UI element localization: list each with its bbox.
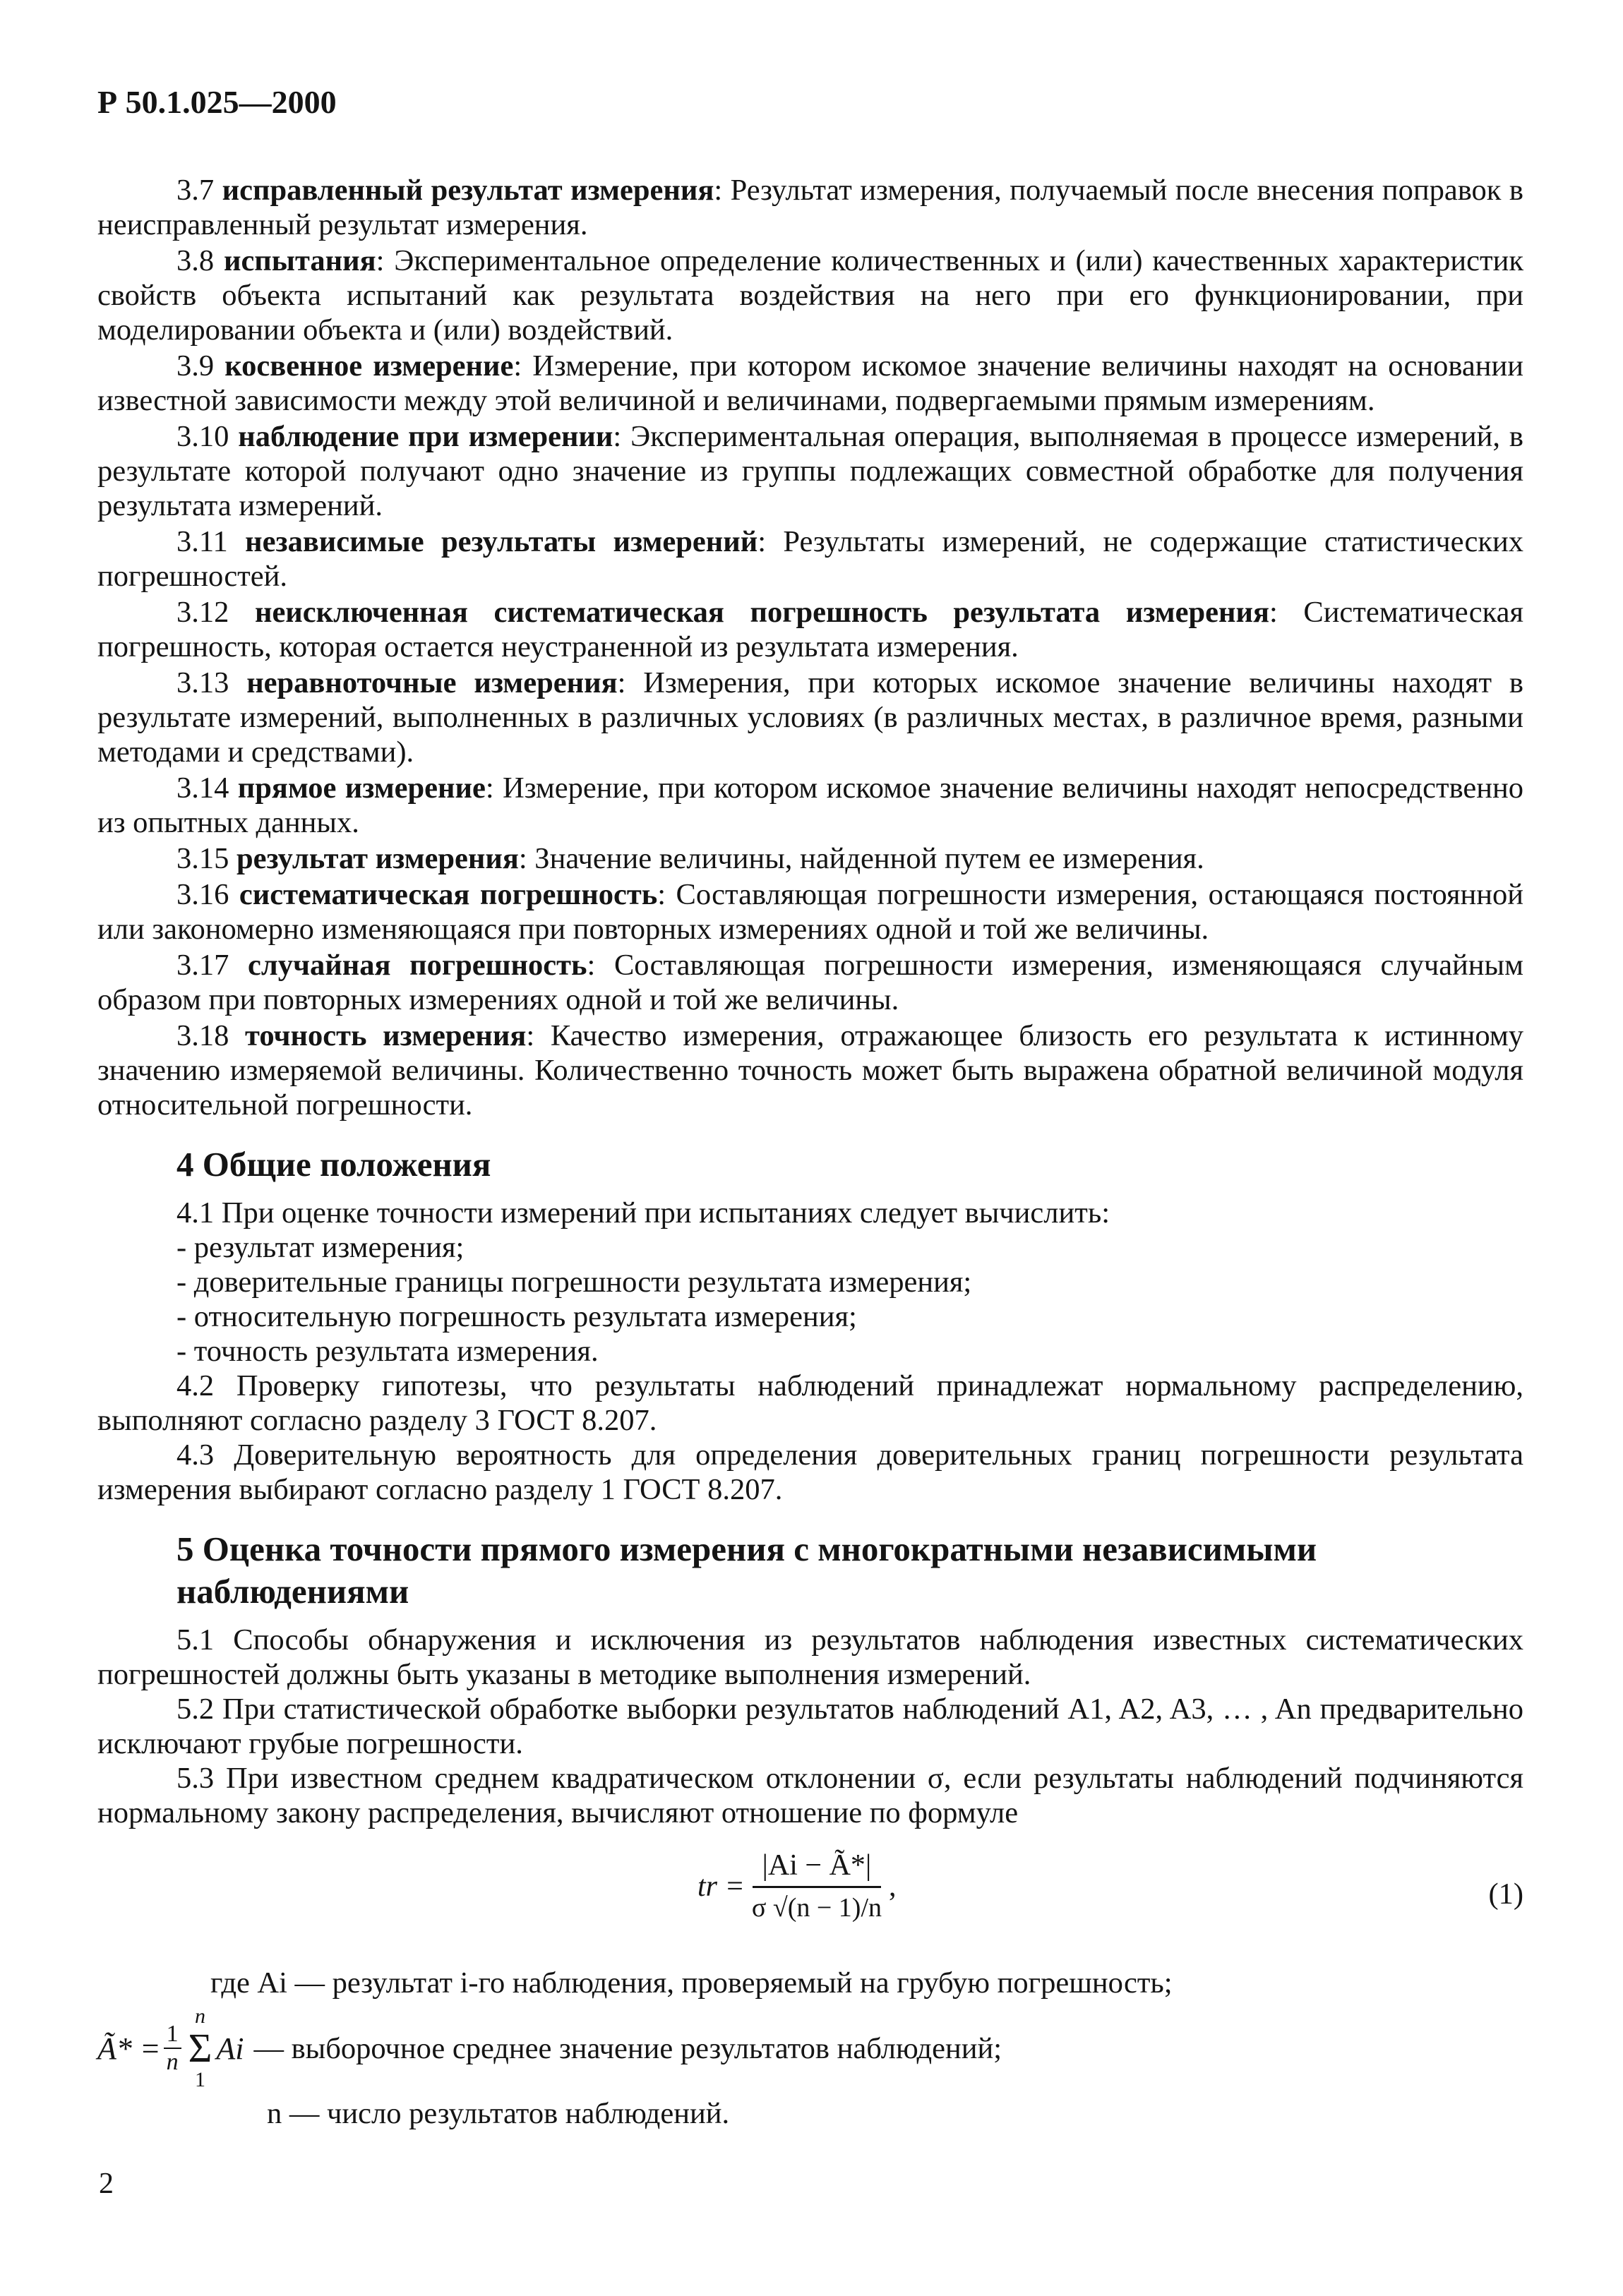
definition-3-12	[97, 595, 1523, 664]
paragraph-4-3: 4.3 Доверительную вероятность для определения доверительных границ погрешности результата измерения выбирают согласно разделу 1 ГОСТ 8.207.	[97, 1438, 1523, 1506]
sum-top: n	[194, 2005, 205, 2028]
definition-term: неравноточные измерения	[246, 666, 618, 699]
sum-operator	[188, 2005, 212, 2092]
bullet-item: - точность результата измерения.	[97, 1334, 1523, 1369]
definition-text: : Измерение, при котором искомое значение величины находят непосредственно из опытных данных.	[97, 771, 1524, 839]
definition-number: 3.10	[176, 420, 229, 453]
bullet-item: - относительную погрешность результата измерения;	[97, 1299, 1523, 1334]
definition-text: : Измерения, при которых искомое значение величины находят в результате измерений, выполненных в различных условиях (в различных местах, в различное время, разными методами и средствами).	[97, 666, 1523, 769]
definition-text: : Измерение, при котором искомое значение величины находят на основании известной зависимости между этой величиной и величинами, подвергаемыми прямым измерениям.	[97, 349, 1524, 417]
mean-fraction-num: 1	[164, 2021, 181, 2049]
definition-term: результат измерения	[236, 842, 519, 875]
mean-fraction	[164, 2021, 181, 2076]
paragraph-5-1: 5.1 Способы обнаружения и исключения из результатов наблюдения известных систематических погрешностей должны быть указаны в методике выполнения измерений.	[97, 1623, 1523, 1691]
paragraph-5-3: 5.3 При известном среднем квадратическом отклонении σ, если результаты наблюдений подчиняются нормальному закону распределения, вычисляют отношение по формуле	[97, 1762, 1523, 1829]
definition-3-18	[97, 1018, 1523, 1122]
definition-number: 3.8	[176, 244, 215, 277]
where-block	[97, 1966, 1523, 2131]
section-5-heading: 5 Оценка точности прямого измерения с многократными независимыми наблюдениями	[176, 1529, 1317, 1611]
definition-text: : Экспериментальная операция, выполняемая в процессе измерений, в результате которой получают одно значение из группы подлежащих совместной обработке для получения результата измерений.	[97, 420, 1524, 522]
paragraph-5-2: 5.2 При статистической обработке выборки результатов наблюдений A1, A2, A3, … , An предварительно исключают грубые погрешности.	[97, 1693, 1523, 1760]
definition-text: : Систематическая погрешность, которая остается неустраненной из результата измерения.	[97, 596, 1523, 663]
sum-variable: Ai	[216, 2031, 244, 2066]
definition-number: 3.9	[176, 349, 215, 383]
mean-description: — выборочное среднее значение результатов наблюдений;	[253, 2031, 1002, 2065]
definition-text: : Значение величины, найденной путем ее измерения.	[518, 842, 1204, 875]
definitions-list	[97, 173, 1523, 1122]
definition-number: 3.16	[176, 878, 229, 911]
where-row-1: где Ai — результат i-го наблюдения, проверяемый на грубую погрешность;	[210, 1966, 1173, 2000]
definition-text: : Результат измерения, получаемый после внесения поправок в неисправленный результат измерения.	[97, 174, 1523, 241]
definition-3-10	[97, 419, 1523, 523]
formula-1	[97, 1841, 1523, 1947]
definition-number: 3.17	[176, 949, 229, 982]
definition-3-15	[97, 841, 1523, 876]
definition-number: 3.14	[176, 771, 229, 805]
formula-expression	[697, 1849, 897, 1925]
definition-term: исправленный результат измерения	[222, 174, 714, 207]
document-header: Р 50.1.025—2000	[97, 84, 337, 120]
definition-number: 3.18	[176, 1019, 229, 1052]
definition-3-11	[97, 524, 1523, 594]
definition-term: систематическая погрешность	[239, 878, 658, 911]
definition-3-17	[97, 948, 1523, 1017]
paragraph-4-2: 4.2 Проверку гипотезы, что результаты наблюдений принадлежат нормальному распределению, выполняют согласно разделу 3 ГОСТ 8.207.	[97, 1369, 1523, 1437]
equation-number: (1)	[1488, 1877, 1523, 1911]
formula-numerator: |Ai − Ã*|	[753, 1849, 882, 1888]
section-4-heading: 4 Общие положения	[176, 1145, 491, 1184]
section-4	[97, 1196, 1523, 1507]
definition-3-9	[97, 349, 1523, 418]
sum-bottom: 1	[194, 2068, 205, 2091]
definition-term: наблюдение при измерении	[238, 420, 613, 453]
definition-3-13	[97, 666, 1523, 769]
bullet-item: - доверительные границы погрешности результата измерения;	[97, 1265, 1523, 1299]
definition-term: точность измерения	[245, 1019, 527, 1052]
definition-number: 3.13	[176, 666, 229, 699]
definition-text: : Результаты измерений, не содержащие статистических погрешностей.	[97, 525, 1523, 593]
formula-fraction	[752, 1849, 882, 1925]
definition-text: : Составляющая погрешности измерения, остающаяся постоянной или закономерно изменяющаяся при повторных измерениях одной и той же величины.	[97, 878, 1523, 946]
definition-3-8	[97, 244, 1523, 347]
mean-fraction-den: n	[166, 2049, 179, 2075]
definition-3-7	[97, 173, 1523, 242]
where-row-2	[97, 2005, 1523, 2092]
definition-text: : Экспериментальное определение количественных и (или) качественных характеристик свойств объекта испытаний как результата воздействия на него при его функционировании, при моделировании объекта и (или) воздействий.	[97, 244, 1524, 347]
mean-formula	[97, 2005, 244, 2092]
paragraph-4-1: 4.1 При оценке точности измерений при испытаниях следует вычислить:	[176, 1196, 1110, 1230]
definition-3-16	[97, 877, 1523, 946]
definition-text: : Составляющая погрешности измерения, изменяющаяся случайным образом при повторных измерениях одной и той же величины.	[97, 949, 1523, 1016]
definition-term: косвенное измерение	[224, 349, 514, 383]
body-text	[97, 173, 1523, 2131]
definition-3-14	[97, 771, 1523, 840]
definition-term: испытания	[223, 244, 376, 277]
definition-term: случайная погрешность	[248, 949, 587, 982]
where-row-3: n — число результатов наблюдений.	[267, 2097, 730, 2130]
definition-text: : Качество измерения, отражающее близость его результата к истинному значению измеряемой величины. Количественно точность может быть выражена обратной величиной модуля относительной погрешности.	[97, 1019, 1523, 1122]
formula-lhs: tr =	[697, 1870, 745, 1903]
definition-term: прямое измерение	[237, 771, 486, 805]
definition-number: 3.12	[176, 596, 229, 629]
definition-term: независимые результаты измерений	[245, 525, 758, 558]
formula-denominator: σ √(n − 1)/n	[751, 1893, 882, 1923]
formula-trail: ,	[889, 1870, 897, 1903]
mean-lhs: Ã* =	[97, 2031, 161, 2066]
sigma-icon: Σ	[188, 2025, 212, 2071]
section-5	[97, 1623, 1523, 1830]
definition-number: 3.7	[176, 174, 215, 207]
page-number: 2	[99, 2168, 114, 2200]
definition-term: неисключенная систематическая погрешность результата измерения	[254, 596, 1269, 629]
definition-number: 3.11	[176, 525, 228, 558]
bullet-item: - результат измерения;	[97, 1230, 1523, 1265]
definition-number: 3.15	[176, 842, 229, 875]
